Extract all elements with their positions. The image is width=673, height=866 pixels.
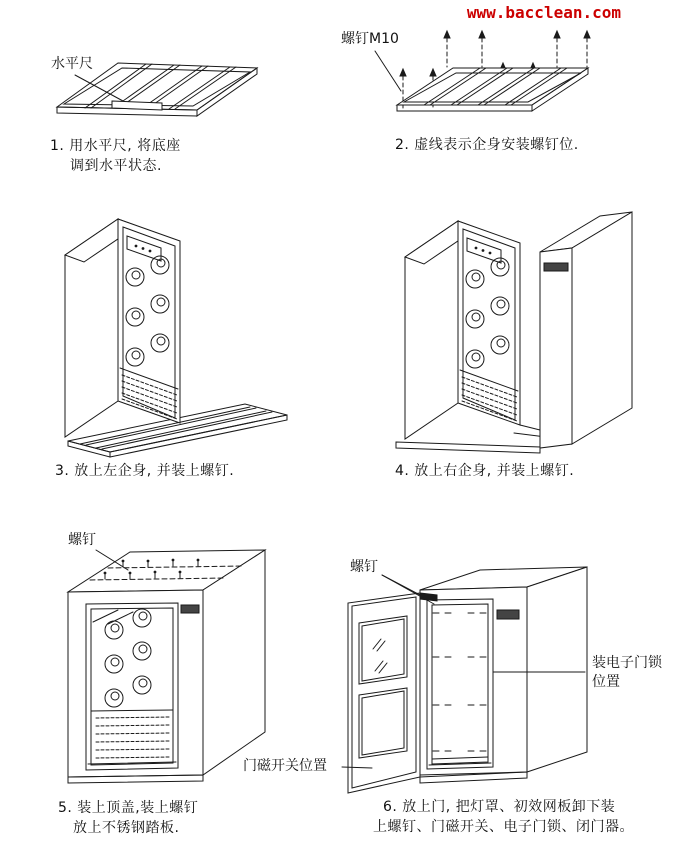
- nameplate-badge: [181, 605, 199, 613]
- step-2-caption: [395, 135, 579, 155]
- website-url: www.bacclean.com: [466, 3, 621, 22]
- hinge-screw-area: [420, 593, 437, 601]
- step-4-caption: [395, 461, 574, 481]
- door-switch-label: 门磁开关位置: [243, 758, 327, 774]
- step-1: [35, 50, 325, 200]
- label-line: 位置: [592, 674, 620, 690]
- label-line: 装电子门锁: [592, 655, 662, 671]
- left-panel-drawing: [40, 205, 295, 460]
- base-slab: [68, 775, 203, 783]
- nameplate-badge: [544, 263, 568, 271]
- step-1-caption: [50, 136, 181, 176]
- cabinet-front-face: [68, 590, 203, 777]
- step-6-caption: [373, 797, 634, 837]
- right-panel: [540, 212, 632, 448]
- step-2: [335, 25, 673, 175]
- caption-line: 5. 装上顶盖,装上螺钉: [58, 800, 199, 816]
- screw-m10-label: 螺钉M10: [341, 31, 399, 47]
- step-4: [390, 205, 673, 485]
- electronic-lock-label: [592, 655, 662, 693]
- right-panel-side-face: [572, 212, 632, 444]
- caption-line: 调到水平状态.: [70, 158, 162, 174]
- nameplate-badge: [497, 610, 519, 619]
- step-3-caption: [55, 461, 234, 481]
- level-tool: [112, 101, 162, 110]
- caption-line: 6. 放上门, 把灯罩、初效网板卸下装: [383, 799, 616, 815]
- caption-line: 放上不锈钢踏板.: [73, 820, 180, 836]
- caption-line: 4. 放上右企身, 并装上螺钉.: [395, 463, 575, 479]
- step-3: [40, 205, 295, 485]
- right-panel-front-face: [540, 248, 572, 448]
- left-right-panels-drawing: [390, 205, 673, 460]
- caption-line: 3. 放上左企身, 并装上螺钉.: [55, 463, 235, 479]
- screw-leader-line: [375, 51, 401, 91]
- screw-label: 螺钉: [350, 559, 378, 575]
- screw-label: 螺钉: [68, 532, 96, 548]
- step-6: [235, 555, 673, 866]
- step-5-caption: [58, 798, 198, 838]
- cabinet-side-face: [527, 567, 587, 772]
- caption-line: 上螺钉、门磁开关、电子门锁、闭门器。: [373, 819, 634, 835]
- caption-line: 2. 虚线表示企身安装螺钉位.: [395, 137, 579, 153]
- caption-line: 1. 用水平尺, 将底座: [50, 138, 181, 154]
- open-door: [348, 593, 420, 793]
- level-label: 水平尺: [51, 56, 93, 72]
